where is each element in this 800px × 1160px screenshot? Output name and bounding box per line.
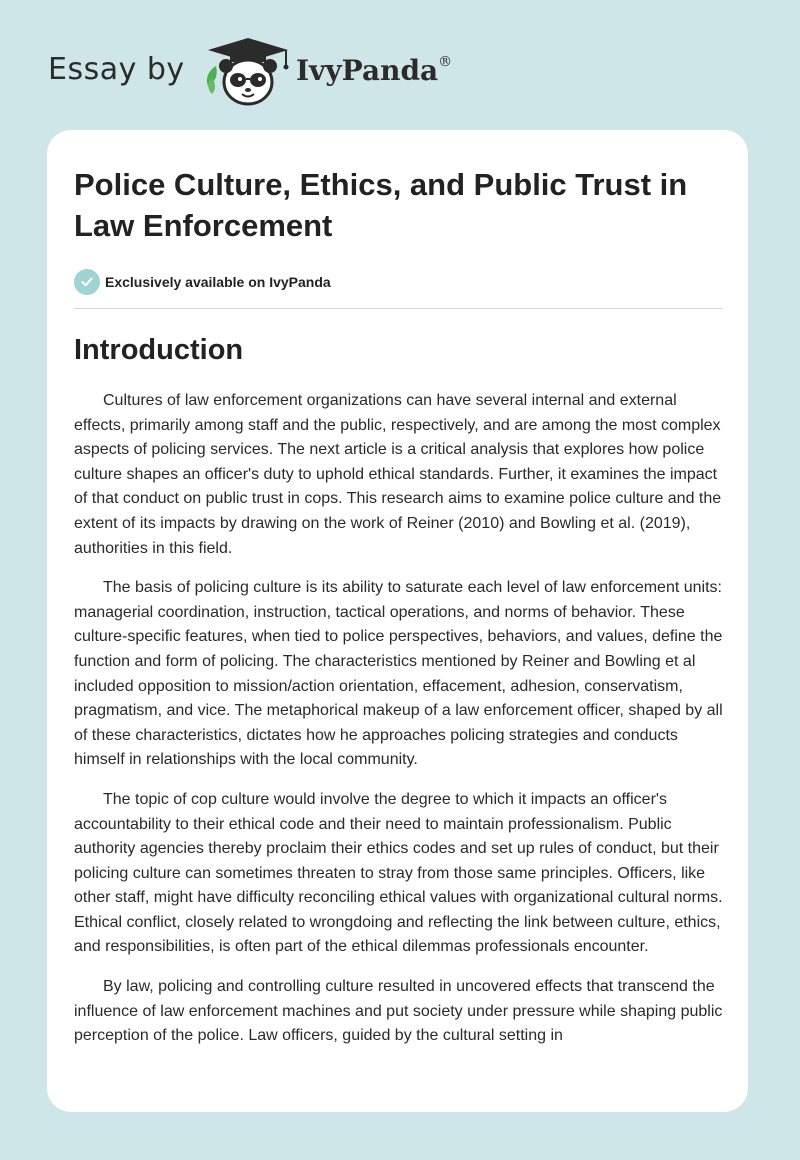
- exclusive-badge-label: Exclusively available on IvyPanda: [105, 274, 331, 290]
- exclusive-badge: [74, 268, 723, 296]
- body-paragraph: The basis of policing culture is its ability to saturate each level of law enforcement units: managerial coordination, instruction, tactical operations, and norms of behavior. These culture-specific features, when tied to police perspectives, behaviors, and values, define the function and form of policing. The characteristics mentioned by Reiner and Bowling et al included opposition to mission/action orientation, effacement, adhesion, conservatism, pragmatism, and vice. The metaphorical makeup of a law enforcement officer, shaped by all of these characteristics, dictates how he approaches policing strategies and conducts himself in relationships with the local community.: [74, 579, 723, 769]
- essay-card: [47, 130, 748, 1112]
- ivypanda-logo-text[interactable]: IvyPanda®: [296, 53, 453, 87]
- body-paragraph: The topic of cop culture would involve the degree to which it impacts an officer's accountability to their ethical code and their need to maintain professionalism. Public authority agencies thereby proclaim their ethics codes and set up rules of conduct, but their policing culture can sometimes threaten to stray from those same principles. Officers, like other staff, might have difficulty reconciling ethical values with organizational cultural norms. Ethical conflict, closely related to wrongdoing and reflecting the link between culture, ethics, and responsibilities, is often part of the ethical dilemmas professionals encounter.: [74, 790, 723, 956]
- section-heading: Introduction: [74, 334, 244, 366]
- panda-graduate-icon[interactable]: [202, 36, 294, 108]
- site-header: [0, 0, 800, 130]
- check-circle-icon: [74, 269, 100, 295]
- essay-by-label: Essay by: [48, 52, 185, 87]
- body-paragraph: Cultures of law enforcement organizations can have several internal and external effects, primarily among staff and the public, respectively, and are among the most complex aspects of policing services. The next article is a critical analysis that explores how police culture shapes an officer's duty to uphold ethical standards. Further, it examines the impact of that conduct on public trust in cops. This research aims to examine police culture and the extent of its impacts by drawing on the work of Reiner (2010) and Bowling et al. (2019), authorities in this field.: [74, 392, 722, 557]
- trademark-symbol: ®: [438, 53, 453, 70]
- body-paragraph: By law, policing and controlling culture resulted in uncovered effects that transcend the influence of law enforcement machines and put society under pressure while shaping public perception of the police. Law officers, guided by the cultural setting in: [74, 978, 723, 1045]
- essay-title: Police Culture, Ethics, and Public Trust in Law Enforcement: [74, 167, 688, 243]
- title-divider: [74, 308, 723, 309]
